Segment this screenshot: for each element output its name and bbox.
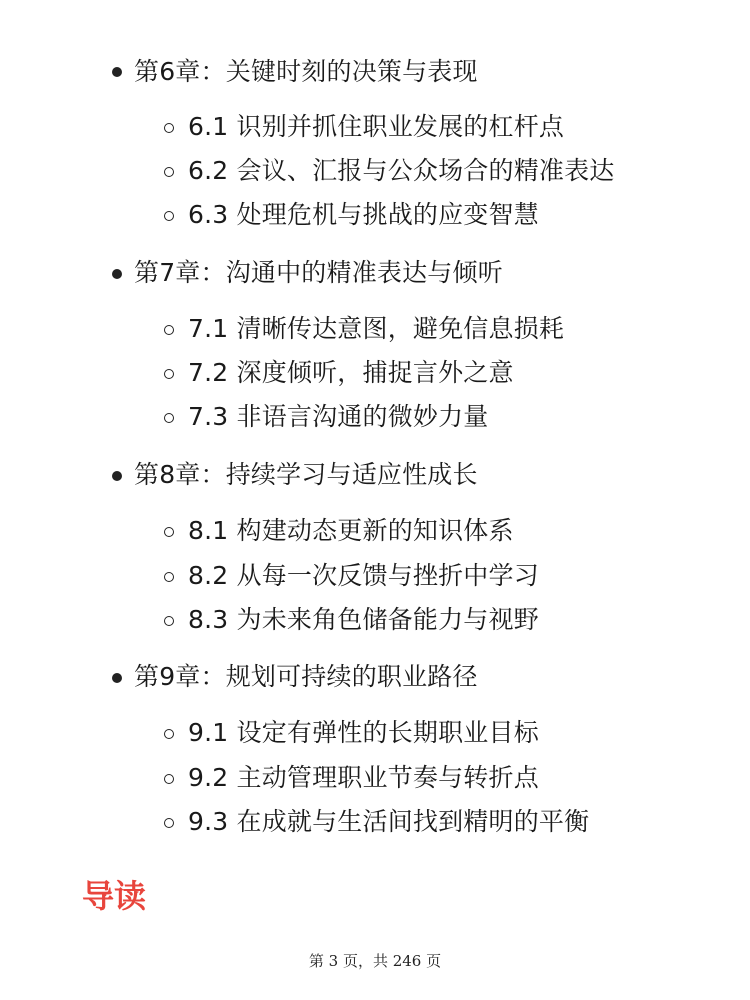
section-title: 8.3 为未来角色储备能力与视野 <box>188 605 539 634</box>
section-bullet-icon <box>164 572 174 582</box>
section-bullet-icon <box>164 616 174 626</box>
section-title: 9.3 在成就与生活间找到精明的平衡 <box>188 807 590 836</box>
chapter-title: 第7章：沟通中的精准表达与倾听 <box>134 258 503 287</box>
section-bullet-icon <box>164 167 174 177</box>
chapter-title: 第6章：关键时刻的决策与表现 <box>134 57 478 86</box>
section-title: 6.1 识别并抓住职业发展的杠杆点 <box>188 112 565 141</box>
section-bullet-icon <box>164 413 174 423</box>
section-title: 6.2 会议、汇报与公众场合的精准表达 <box>188 156 615 185</box>
chapter-bullet-icon <box>112 673 122 683</box>
section-heading: 导读 <box>82 877 147 915</box>
section-title: 8.1 构建动态更新的知识体系 <box>188 516 514 545</box>
page-number: 第 3 页，共 246 页 <box>308 952 442 970</box>
section-bullet-icon <box>164 211 174 221</box>
section-title: 7.3 非语言沟通的微妙力量 <box>188 402 489 431</box>
section-title: 7.2 深度倾听，捕捉言外之意 <box>188 358 514 387</box>
section-title: 8.2 从每一次反馈与挫折中学习 <box>188 561 539 590</box>
chapter-bullet-icon <box>112 269 122 279</box>
section-bullet-icon <box>164 527 174 537</box>
chapter-bullet-icon <box>112 471 122 481</box>
section-bullet-icon <box>164 123 174 133</box>
chapter-title: 第8章：持续学习与适应性成长 <box>134 460 478 489</box>
section-bullet-icon <box>164 729 174 739</box>
section-title: 9.1 设定有弹性的长期职业目标 <box>188 718 539 747</box>
section-bullet-icon <box>164 369 174 379</box>
section-title: 9.2 主动管理职业节奏与转折点 <box>188 763 539 792</box>
section-bullet-icon <box>164 818 174 828</box>
section-bullet-icon <box>164 325 174 335</box>
section-title: 6.3 处理危机与挑战的应变智慧 <box>188 200 539 229</box>
chapter-bullet-icon <box>112 67 122 77</box>
section-title: 7.1 清晰传达意图，避免信息损耗 <box>188 314 565 343</box>
chapter-title: 第9章：规划可持续的职业路径 <box>134 662 478 691</box>
section-bullet-icon <box>164 774 174 784</box>
